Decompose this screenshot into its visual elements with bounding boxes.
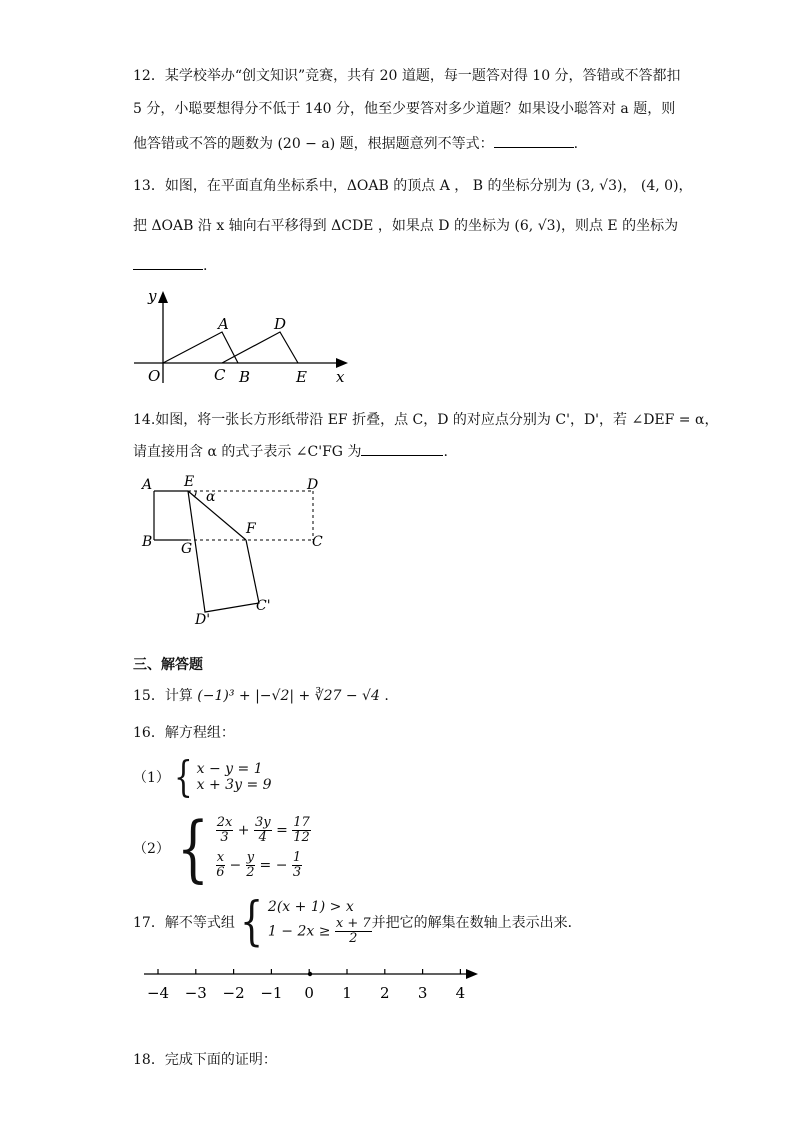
q15-expression: (−1)³ + |−√2| + ∛27 − √4 — [197, 688, 380, 704]
q16-part1-brace: { — [173, 752, 193, 801]
label-G: G — [181, 541, 193, 557]
q12-line-2: 5 分，小聪要想得分不低于 140 分，他至少要答对多少道题？如果设小聪答对 a 题，则 — [133, 101, 676, 117]
q14-line-2-end: . — [443, 444, 448, 460]
q14-line-1: 14.如图，将一张长方形纸带沿 EF 折叠，点 C，D 的对应点分别为 C'，D'，若 ∠DEF = α， — [133, 412, 719, 428]
q17-text-end: 并把它的解集在数轴上表示出来． — [371, 915, 582, 931]
label-alpha: α — [206, 489, 216, 505]
label-A: A — [142, 477, 153, 493]
number-line-label: 1 — [342, 984, 352, 1002]
q16-part1-eq2: x + 3y = 9 — [196, 777, 272, 793]
q15-line — [133, 686, 389, 706]
q13-line-2: 把 ΔOAB 沿 x 轴向右平移得到 ΔCDE ，如果点 D 的坐标为 (6, √3)，则点 E 的坐标为 — [133, 218, 679, 234]
q14-line-2-text: 请直接用含 α 的式子表示 ∠C'FG 为 — [133, 444, 362, 460]
q14-fold-figure — [138, 470, 338, 630]
q16-part1-label: （1） — [133, 770, 170, 786]
label-D: D — [274, 315, 287, 333]
label-D: D — [307, 477, 319, 493]
label-B: B — [142, 534, 153, 550]
q15-text: 15．计算 — [133, 688, 198, 704]
q12-line-3-end: . — [573, 136, 579, 152]
number-line-label: 2 — [380, 984, 390, 1002]
label-C: C — [312, 534, 323, 550]
number-line-label: −3 — [184, 984, 207, 1002]
q13-line-3 — [133, 255, 207, 276]
label-y: y — [148, 287, 157, 305]
q13-coordinate-figure — [130, 285, 360, 390]
triangle-OAB — [163, 332, 238, 363]
number-line-label: −1 — [260, 984, 283, 1002]
q17-text: 17．解不等式组 — [133, 915, 235, 931]
q16-part1-eq1: x − y = 1 — [196, 761, 263, 777]
q12-line-3 — [133, 133, 578, 154]
label-E: E — [184, 474, 195, 490]
q12-line-3-text: 他答错或不答的题数为 (20 − a) 题，根据题意列不等式： — [133, 136, 494, 152]
label-Dp: D' — [195, 612, 211, 628]
label-C: C — [214, 366, 226, 384]
triangle-CDE — [222, 332, 298, 363]
q17-ineq2: 1 − 2x ≥ $\frac{x + 7}{2}$ — [267, 915, 371, 946]
x-axis-arrow — [336, 358, 348, 368]
q14-line-2 — [133, 441, 448, 462]
number-line-label: 4 — [455, 984, 466, 1002]
q14-answer-blank — [361, 441, 443, 456]
label-E: E — [296, 368, 307, 386]
label-F: F — [246, 521, 256, 537]
q18-line: 18．完成下面的证明： — [133, 1052, 277, 1068]
q16-part2-eq1: $\frac{2x}{3}$ + $\frac{3y}{4}$ = $\frac{17}{12}$ — [216, 815, 310, 845]
q12-answer-blank — [494, 133, 574, 148]
number-line-label: 3 — [417, 984, 428, 1002]
q13-answer-blank — [133, 255, 203, 270]
origin-dot — [308, 972, 312, 976]
label-Cp: C' — [256, 598, 271, 614]
label-x: x — [336, 368, 345, 386]
q16-part1 — [133, 752, 272, 801]
number-line-label: 0 — [304, 984, 314, 1002]
q16-part2 — [133, 806, 311, 890]
q17-brace: { — [239, 892, 263, 952]
q17-line — [133, 892, 582, 952]
q16-part2-label: （2） — [133, 841, 170, 857]
q16-part2-eq2: $\frac{x}{6}$ − $\frac{y}{2}$ = − $\frac{1}{3}$ — [216, 850, 302, 880]
y-axis-arrow — [158, 291, 168, 303]
number-line-label: −2 — [222, 984, 245, 1002]
label-B: B — [239, 368, 251, 386]
fold-line-EF — [188, 491, 246, 540]
q12-line-1: 12．某学校举办“创文知识”竞赛，共有 20 道题，每一题答对得 10 分，答错或不答都扣 — [133, 68, 681, 84]
q15-end: . — [379, 688, 389, 704]
number-line-label: −4 — [146, 984, 170, 1002]
section-heading: 三、解答题 — [133, 657, 203, 673]
q17-ineq1: 2(x + 1) > x — [267, 898, 354, 915]
label-O: O — [148, 367, 161, 385]
q17-number-line — [140, 960, 485, 1005]
number-line-arrow — [466, 969, 478, 979]
angle-alpha-arc — [194, 491, 196, 497]
folded-part — [188, 491, 259, 612]
label-A: A — [218, 315, 229, 333]
q13-line-3-end: . — [203, 258, 208, 274]
q13-line-1: 13．如图，在平面直角坐标系中，ΔOAB 的顶点 A ， B 的坐标分别为 (3, √3)， (4, 0)， — [133, 178, 693, 194]
q16-title: 16．解方程组： — [133, 725, 235, 741]
q16-part2-brace: { — [176, 806, 209, 890]
